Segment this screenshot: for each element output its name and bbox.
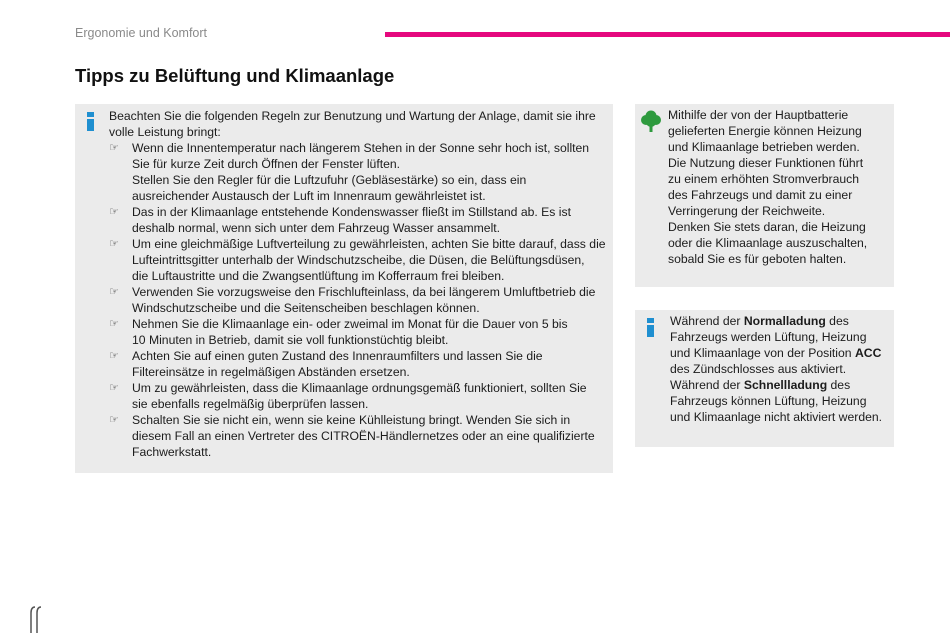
eco-line: Denken Sie stets daran, die Heizung <box>668 220 866 234</box>
tip-line: diesem Fall an einen Vertreter des CITROËN-Händlernetzes oder an eine qualifizierte <box>132 429 595 443</box>
tip-line: Schalten Sie sie nicht ein, wenn sie keine Kühlleistung bringt. Wenden Sie sich in <box>132 413 571 427</box>
tip-line: Um eine gleichmäßige Luftverteilung zu gewährleisten, achten Sie bitte darauf, dass die <box>132 237 606 251</box>
tip-line: 10 Minuten in Betrieb, damit sie voll funktionstüchtig bleibt. <box>132 333 449 347</box>
tip-line: Verwenden Sie vorzugsweise den Frischlufteinlass, da bei längerem Umluftbetrieb die <box>132 285 596 299</box>
tip-line: Um zu gewährleisten, dass die Klimaanlage ordnungsgemäß funktioniert, sollten Sie <box>132 381 587 395</box>
tip-item <box>109 236 607 284</box>
pointing-hand-icon: ☞ <box>109 349 119 362</box>
pointing-hand-icon: ☞ <box>109 141 119 154</box>
eco-line: oder die Klimaanlage auszuschalten, <box>668 236 868 250</box>
charge-line: und Klimaanlage nicht aktiviert werden. <box>670 410 883 424</box>
info-icon <box>87 112 95 132</box>
tip-line: Achten Sie auf einen guten Zustand des Innenraumfilters und lassen Sie die <box>132 349 543 363</box>
charge-line: Während der Normalladung des <box>670 314 849 328</box>
eco-line: und Klimaanlage betrieben werden. <box>668 140 860 154</box>
charge-line: und Klimaanlage von der Position ACC <box>670 346 882 360</box>
tip-item <box>109 204 607 236</box>
charge-line: Während der Schnellladung des <box>670 378 851 392</box>
tip-line: Wenn die Innentemperatur nach längerem Stehen in der Sonne sehr hoch ist, sollten <box>132 141 590 155</box>
intro-line: volle Leistung bringt: <box>109 125 221 139</box>
tip-line: sie ebenfalls regelmäßig überprüfen lassen. <box>132 397 369 411</box>
tip-item <box>109 348 607 380</box>
tips-list <box>109 140 607 460</box>
tip-item <box>109 412 607 460</box>
charging-info-box <box>635 310 894 447</box>
tip-line: die Luftaustritte und die Zwangsentlüftung im Kofferraum frei bleiben. <box>132 269 505 283</box>
tip-item <box>109 316 607 348</box>
tree-icon <box>640 109 662 133</box>
pointing-hand-icon: ☞ <box>109 413 119 426</box>
tip-line: Fachwerkstatt. <box>132 445 212 459</box>
pointing-hand-icon: ☞ <box>109 205 119 218</box>
intro-text <box>109 108 607 140</box>
tip-line: Stellen Sie den Regler für die Luftzufuhr (Gebläsestärke) so ein, dass ein <box>132 173 527 187</box>
section-label: Ergonomie und Komfort <box>75 26 208 40</box>
charge-line: Fahrzeugs können Lüftung, Heizung <box>670 394 867 408</box>
tip-line: deshalb normal, wenn sich unter dem Fahrzeug Wasser ansammelt. <box>132 221 501 235</box>
pointing-hand-icon: ☞ <box>109 381 119 394</box>
tip-line: Lufteintrittsgitter unterhalb der Windschutzscheibe, die Düsen, die Belüftungsdüsen, <box>132 253 585 267</box>
tip-item <box>109 284 607 316</box>
charge-line: Fahrzeugs werden Lüftung, Heizung <box>670 330 867 344</box>
charging-info-text <box>670 313 888 425</box>
eco-note-text <box>668 107 888 267</box>
eco-line: zu einem erhöhten Stromverbrauch <box>668 172 860 186</box>
pointing-hand-icon: ☞ <box>109 317 119 330</box>
eco-note-box <box>635 104 894 287</box>
tips-info-box <box>75 104 613 473</box>
eco-line: Verringerung der Reichweite. <box>668 204 826 218</box>
tip-line: ausreichender Austausch der Luft im Innenraum gewährleistet ist. <box>132 189 486 203</box>
intro-line: Beachten Sie die folgenden Regeln zur Benutzung und Wartung der Anlage, damit sie ihre <box>109 109 596 123</box>
eco-line: gelieferten Energie können Heizung <box>668 124 862 138</box>
eco-line: Die Nutzung dieser Funktionen führt <box>668 156 864 170</box>
tip-item <box>109 140 607 204</box>
charge-line: des Zündschlosses aus aktiviert. <box>670 362 847 376</box>
tip-line: Das in der Klimaanlage entstehende Kondenswasser fließt im Stillstand ab. Es ist <box>132 205 571 219</box>
tip-item <box>109 380 607 412</box>
tip-line: Windschutzscheibe und die Seitenscheiben beschlagen können. <box>132 301 480 315</box>
info-icon <box>647 318 655 338</box>
eco-line: Mithilfe der von der Hauptbatterie <box>668 108 849 122</box>
tip-line: Nehmen Sie die Klimaanlage ein- oder zweimal im Monat für die Dauer von 5 bis <box>132 317 568 331</box>
eco-line: des Fahrzeugs und damit zu einer <box>668 188 853 202</box>
header-accent-bar <box>385 32 950 37</box>
pointing-hand-icon: ☞ <box>109 237 119 250</box>
page-title: Tipps zu Belüftung und Klimaanlage <box>75 65 395 86</box>
eco-line: sobald Sie es für geboten halten. <box>668 252 847 266</box>
page-edge-mark-icon <box>28 605 42 633</box>
pointing-hand-icon: ☞ <box>109 285 119 298</box>
tip-line: Sie für kurze Zeit durch Öffnen der Fenster lüften. <box>132 157 401 171</box>
tip-line: Filtereinsätze in regelmäßigen Abständen ersetzen. <box>132 365 410 379</box>
